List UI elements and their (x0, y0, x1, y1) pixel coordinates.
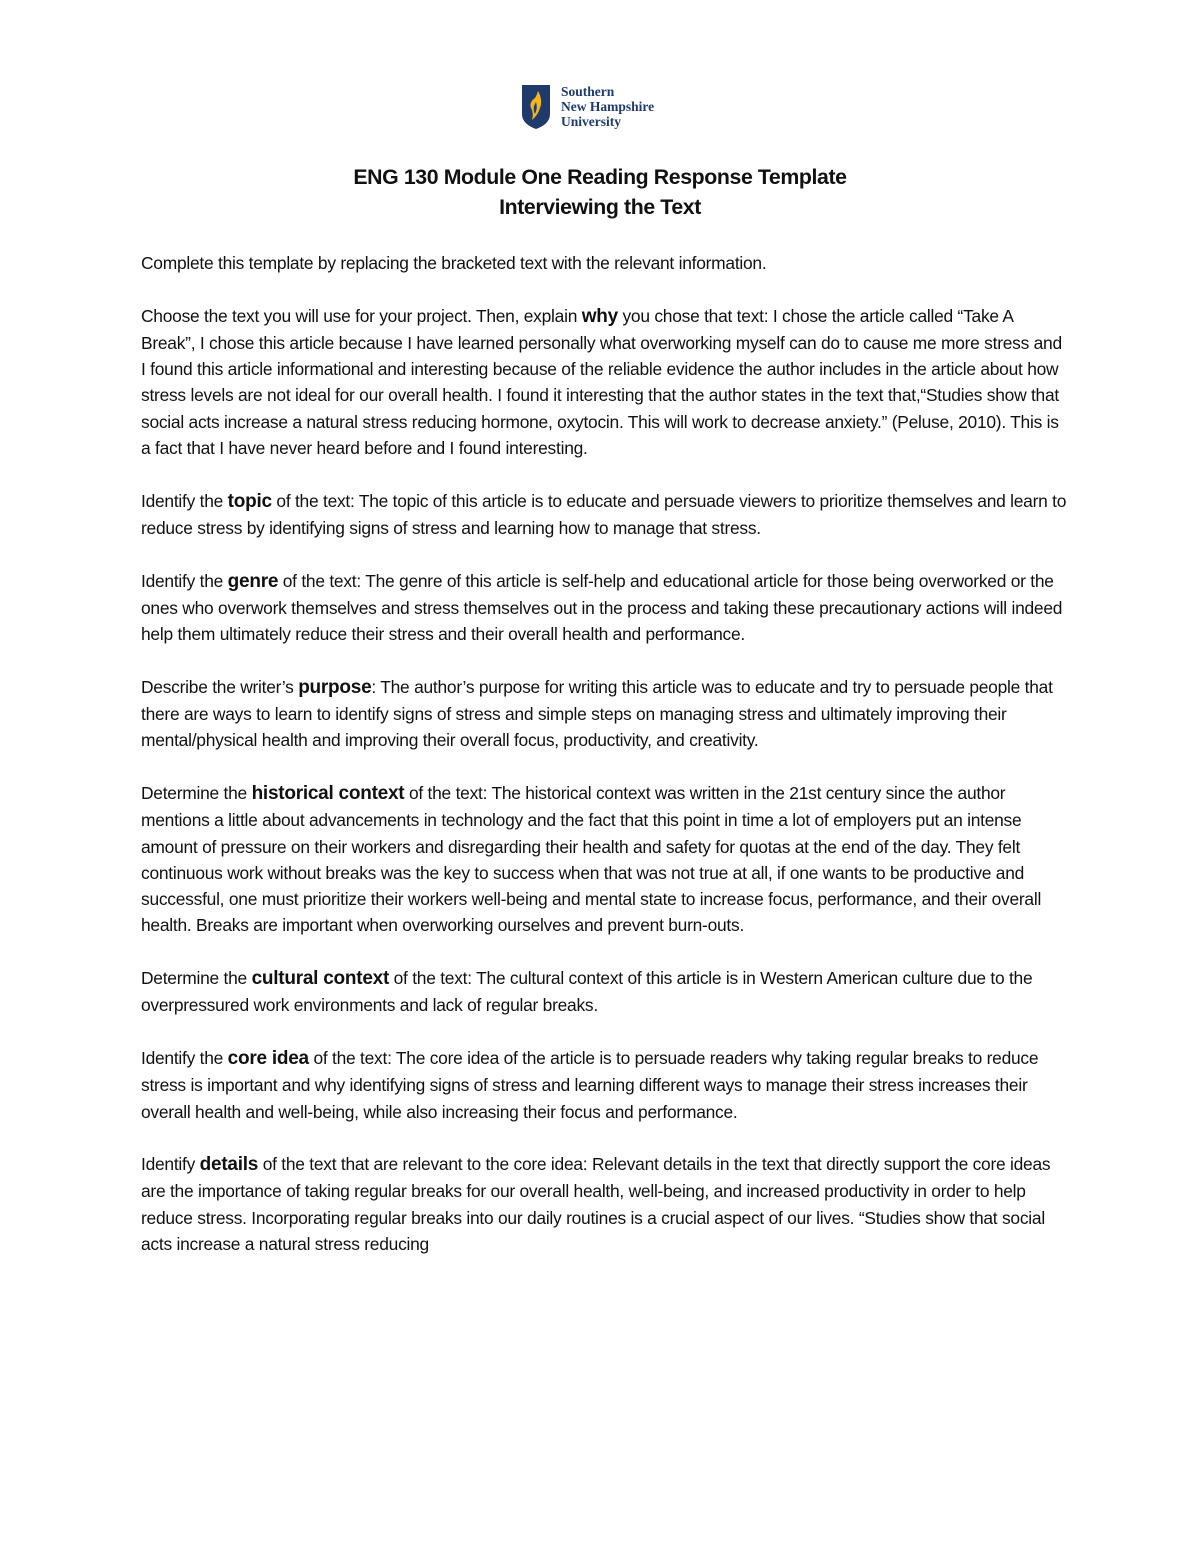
section-prompt: Identify the (141, 570, 228, 591)
section-keyword: cultural context (251, 968, 390, 990)
section-prompt: Identify the (141, 1047, 228, 1068)
intro-paragraph: Complete this template by replacing the bracketed text with the relevant information. (141, 253, 767, 273)
section-prompt: Describe the writer’s (141, 676, 299, 697)
section-keyword: historical context (251, 782, 405, 804)
section-prompt: Determine the (141, 968, 252, 989)
section-prompt: Identify (141, 1154, 200, 1175)
logo-line-2: New Hampshire (561, 99, 655, 114)
section-genre (141, 568, 1071, 648)
section-prompt: Choose the text you will use for your project. Then, explain (141, 305, 582, 326)
section-keyword: purpose (298, 676, 372, 698)
section-why (141, 303, 1071, 462)
logo-line-1: Southern (561, 84, 615, 99)
section-prompt-tail: of the text: (278, 570, 366, 591)
section-keyword: genre (227, 570, 279, 592)
section-prompt-tail: of the text that are relevant to the core idea: (258, 1154, 592, 1175)
section-cultural-context (141, 965, 1071, 1019)
section-prompt-tail: : (371, 676, 381, 697)
section-answer: The genre of this article is self-help and educational article for those being overworked or the ones who overwork themselves and stress themselves out in the process and taking these precautionary actions will indeed help them ultimately reduce their stress and their overall health and performance. (141, 570, 1063, 645)
logo-line-3: University (561, 114, 621, 129)
document-body (141, 250, 1071, 1284)
section-keyword: details (199, 1154, 259, 1176)
section-prompt-tail: of the text: (308, 1047, 396, 1068)
section-keyword: why (581, 305, 618, 327)
section-answer: The cultural context of this article is in Western American culture due to the overpressured work environments and lack of regular breaks. (141, 968, 1033, 1016)
title-line-1: ENG 130 Module One Reading Response Template (353, 165, 847, 189)
section-details (141, 1151, 1071, 1257)
section-answer: The author’s purpose for writing this article was to educate and try to persuade people that there are ways to learn to identify signs of stress and simple steps on managing stress and ultimately improving their mental/physical health and improving their overall focus, productivity, and creativity. (141, 676, 1053, 751)
shield-flame-icon (521, 84, 551, 130)
section-answer: The core idea of the article is to persuade readers why taking regular breaks to reduce stress is important and why identifying signs of stress and learning different ways to manage their stress increases their overall health and well-being, while also increasing their focus and performance. (141, 1047, 1039, 1122)
section-prompt-tail: you chose that text: (617, 305, 773, 326)
section-prompt: Identify the (141, 490, 228, 511)
document-title (0, 162, 1200, 222)
section-keyword: core idea (227, 1047, 309, 1069)
section-purpose (141, 674, 1071, 754)
university-wordmark (561, 84, 654, 129)
title-line-2: Interviewing the Text (499, 195, 701, 219)
section-prompt-tail: of the text: (389, 968, 477, 989)
section-answer: Relevant details in the text that directly support the core ideas are the importance of taking regular breaks for our overall health, well-being, and increased productivity in order to help reduce stress. Incorporating regular breaks into our daily routines is a crucial aspect of our lives. “Studies show that social acts increase a natural stress reducing (141, 1154, 1051, 1254)
section-historical-context (141, 780, 1071, 939)
section-answer: I chose the article called “Take A Break”, I chose this article because I have learned personally what overworking myself can do to cause me more stress and I found this article informational and interesting because of the reliable evidence the author includes in the article about how stress levels are not ideal for our overall health. I found it interesting that the author states in the text that,“Studies show that social acts increase a natural stress reducing hormone, oxytocin. This will work to decrease anxiety.” (Peluse, 2010). This is a fact that I have never heard before and I found interesting. (141, 305, 1062, 459)
section-topic (141, 488, 1071, 542)
section-prompt-tail: of the text: (271, 490, 359, 511)
section-keyword: topic (227, 490, 272, 512)
section-prompt: Determine the (141, 782, 252, 803)
section-answer: The historical context was written in the 21st century since the author mentions a little about advancements in technology and the fact that this point in time a lot of employers put an intense amount of pressure on their workers and disregarding their health and safety for quotas at the end of the day. They felt continuous work without breaks was the key to success when that was not true at all, if one wants to be productive and successful, one must prioritize their workers well-being and mental state to increase focus, performance, and their overall health. Breaks are important when overworking ourselves and prevent burn-outs. (141, 782, 1042, 936)
section-answer: The topic of this article is to educate and persuade viewers to prioritize themselves and learn to reduce stress by identifying signs of stress and learning how to manage that stress. (141, 490, 1067, 538)
section-core-idea (141, 1045, 1071, 1125)
university-logo (521, 84, 654, 134)
section-prompt-tail: of the text: (404, 782, 492, 803)
